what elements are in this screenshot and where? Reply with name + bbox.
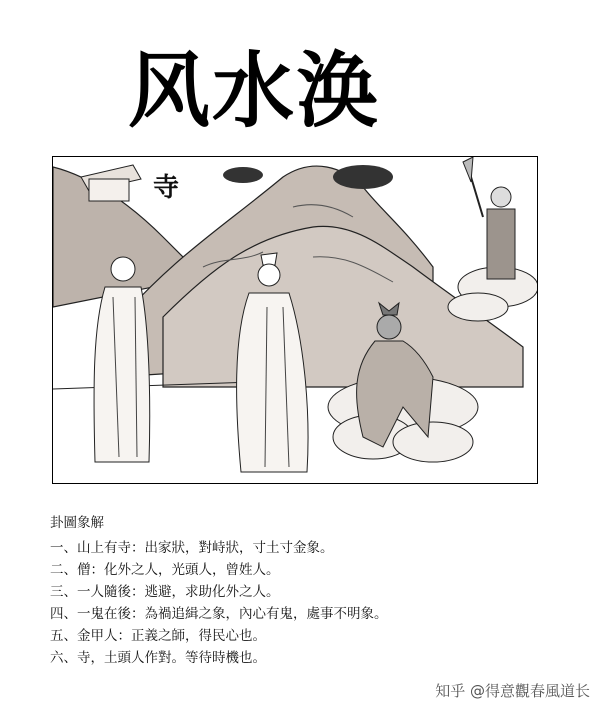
legend-item: 一、山上有寺：出家狀，對峙狀，寸土寸金象。 bbox=[50, 540, 334, 556]
legend-item: 六、寺，土頭人作對。等待時機也。 bbox=[50, 650, 266, 666]
legend-item: 三、一人隨後：逃避，求助化外之人。 bbox=[50, 584, 280, 600]
page-title: 风水涣 bbox=[128, 44, 381, 139]
legend-item: 五、金甲人：正義之師，得民心也。 bbox=[50, 628, 266, 644]
legend-item: 四、一鬼在後：為禍追緝之象，內心有鬼，處事不明象。 bbox=[50, 606, 388, 622]
tree-cluster bbox=[333, 165, 393, 189]
temple-building bbox=[81, 165, 141, 201]
legend-heading: 卦圖象解 bbox=[50, 515, 104, 531]
temple-label: 寺 bbox=[153, 173, 180, 203]
legend-item: 二、僧：化外之人，光頭人，曾姓人。 bbox=[50, 562, 280, 578]
hexagram-illustration bbox=[52, 156, 538, 484]
watermark: 知乎 @得意觀春風道长 bbox=[435, 682, 590, 700]
armored-general-on-cloud bbox=[448, 157, 537, 321]
legend-section bbox=[50, 512, 550, 669]
illustration-drawing bbox=[53, 157, 537, 483]
